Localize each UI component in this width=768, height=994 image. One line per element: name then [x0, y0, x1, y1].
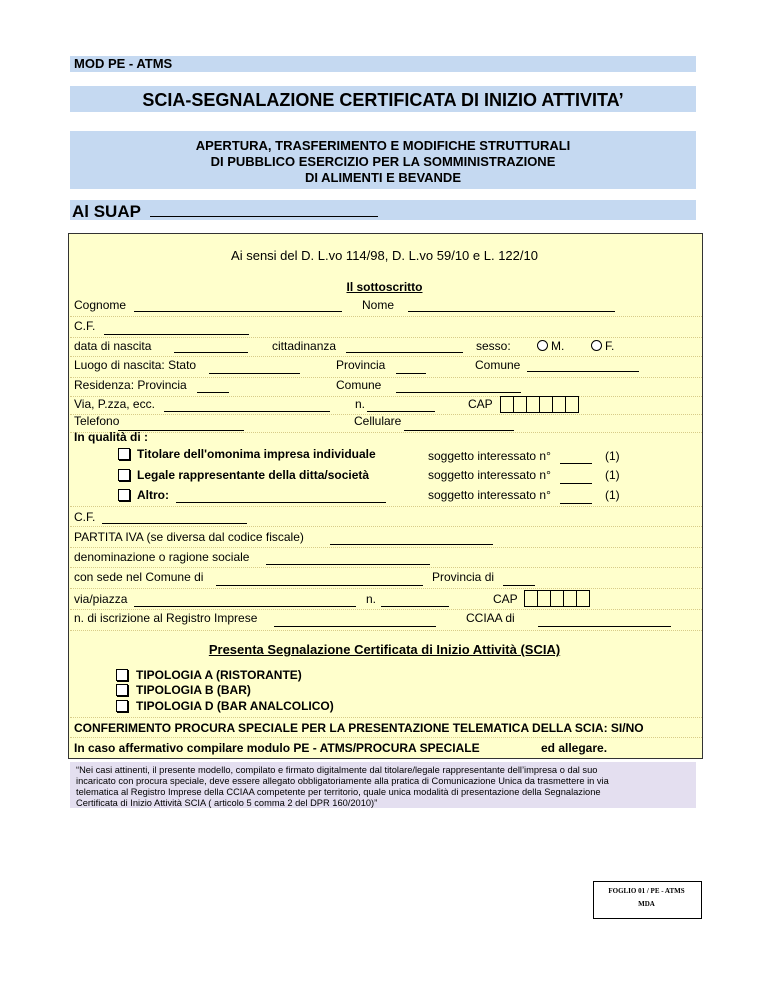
row-separator	[70, 316, 702, 317]
via-label: Via, P.zza, ecc.	[74, 397, 155, 411]
altro-field[interactable]	[176, 502, 386, 503]
residenza-comune-label: Comune	[336, 378, 382, 392]
section-title: Il sottoscritto	[346, 280, 423, 294]
provincia-nascita-field[interactable]	[396, 373, 426, 374]
row-separator	[70, 609, 702, 610]
recipient-label: Al SUAP	[72, 202, 141, 221]
comune-nascita-label: Comune	[475, 358, 521, 372]
denominazione-field[interactable]	[266, 564, 430, 565]
titolare-checkbox[interactable]	[118, 448, 130, 460]
sede-label: con sede nel Comune di	[74, 570, 204, 584]
cf-field[interactable]	[104, 334, 249, 335]
titolare-note: (1)	[605, 449, 620, 463]
procura-line-1: CONFERIMENTO PROCURA SPECIALE PER LA PRESENTAZIONE TELEMATICA DELLA SCIA: SI/NO	[74, 721, 644, 735]
provincia-di-label: Provincia di	[432, 570, 495, 584]
subtitle-line-3: DI ALIMENTI E BEVANDE	[304, 170, 461, 185]
via-piazza-label: via/piazza	[74, 592, 128, 606]
cf-label: C.F.	[74, 319, 96, 333]
registro-field[interactable]	[274, 626, 436, 627]
tipologia-d-label: TIPOLOGIA D (BAR ANALCOLICO)	[136, 699, 334, 713]
denominazione-label: denominazione o ragione sociale	[74, 550, 250, 564]
legale-note: (1)	[605, 468, 620, 482]
row-separator	[70, 337, 702, 338]
subtitle-line-1: APERTURA, TRASFERIMENTO E MODIFICHE STRUTTURALI	[195, 138, 571, 153]
subtitle-line-2: DI PUBBLICO ESERCIZIO PER LA SOMMINISTRAZIONE	[210, 154, 556, 169]
row-separator	[70, 588, 702, 589]
partita-iva-field[interactable]	[330, 544, 493, 545]
altro-soggetto-label: soggetto interessato n°	[428, 488, 551, 502]
company-numero-label: n.	[366, 592, 377, 606]
altro-note: (1)	[605, 488, 620, 502]
titolare-soggetto-label: soggetto interessato n°	[428, 449, 551, 463]
sesso-label: sesso:	[476, 339, 511, 353]
provincia-di-field[interactable]	[503, 585, 535, 586]
data-nascita-field[interactable]	[174, 352, 248, 353]
numero-field[interactable]	[367, 411, 435, 412]
footer-sheet: FOGLIO 01 / PE - ATMS	[608, 887, 685, 895]
registro-label: n. di iscrizione al Registro Imprese	[74, 611, 258, 625]
recipient-field[interactable]	[150, 216, 378, 217]
legale-rappresentante-label: Legale rappresentante della ditta/società	[137, 468, 370, 482]
row-separator	[70, 396, 702, 397]
presenta-title: Presenta Segnalazione Certificata di Inizio Attività (SCIA)	[208, 642, 561, 657]
partita-iva-label: PARTITA IVA (se diversa dal codice fiscale)	[74, 530, 304, 544]
comune-nascita-field[interactable]	[527, 371, 639, 372]
note-line-2: incaricato con procura speciale, deve essere allegato obbligatoriamente alla pratica di Comunicazione Unica da trasmettere in via	[76, 776, 609, 786]
altro-label: Altro:	[137, 488, 169, 502]
row-separator	[70, 567, 702, 568]
altro-checkbox[interactable]	[118, 489, 130, 501]
cciaa-label: CCIAA di	[466, 611, 515, 625]
sesso-f-radio[interactable]	[591, 340, 602, 351]
luogo-nascita-label: Luogo di nascita: Stato	[74, 358, 197, 372]
row-separator	[70, 737, 702, 738]
cittadinanza-label: cittadinanza	[272, 339, 337, 353]
row-separator	[70, 506, 702, 507]
cap-boxes[interactable]	[500, 396, 579, 413]
cellulare-field[interactable]	[404, 430, 514, 431]
numero-label: n.	[355, 397, 366, 411]
cognome-field[interactable]	[134, 311, 342, 312]
sesso-m-label: M.	[551, 339, 565, 353]
legale-soggetto-label: soggetto interessato n°	[428, 468, 551, 482]
row-separator	[70, 717, 702, 718]
legale-soggetto-field[interactable]	[560, 483, 592, 484]
row-separator	[70, 547, 702, 548]
sesso-f-label: F.	[605, 339, 615, 353]
row-separator	[70, 630, 702, 631]
procura-line-2b: ed allegare.	[541, 741, 608, 755]
legale-rappresentante-checkbox[interactable]	[118, 469, 130, 481]
residenza-comune-field[interactable]	[396, 392, 521, 393]
residenza-label: Residenza: Provincia	[74, 378, 187, 392]
titolare-soggetto-field[interactable]	[560, 463, 592, 464]
tipologia-b-label: TIPOLOGIA B (BAR)	[136, 683, 251, 697]
tipologia-d-checkbox[interactable]	[116, 700, 128, 712]
tipologia-a-label: TIPOLOGIA A (RISTORANTE)	[136, 668, 302, 682]
via-piazza-field[interactable]	[134, 606, 356, 607]
in-qualita-label: In qualità di :	[74, 430, 148, 444]
via-field[interactable]	[164, 411, 330, 412]
data-nascita-label: data di nascita	[74, 339, 152, 353]
note-line-4: Certificata di Inizio Attività SCIA ( articolo 5 comma 2 del DPR 160/2010)”	[76, 798, 378, 808]
tipologia-a-checkbox[interactable]	[116, 669, 128, 681]
tipologia-b-checkbox[interactable]	[116, 684, 128, 696]
cognome-label: Cognome	[74, 298, 127, 312]
company-cf-label: C.F.	[74, 510, 96, 524]
residenza-provincia-field[interactable]	[197, 392, 229, 393]
note-line-3: telematica al Registro Imprese della CCIAA competente per territorio, quale unica modalità di presentazione della Segnalazione	[76, 787, 601, 797]
row-separator	[70, 356, 702, 357]
company-cf-field[interactable]	[102, 523, 247, 524]
company-cap-boxes[interactable]	[524, 590, 590, 607]
company-cap-label: CAP	[493, 592, 518, 606]
row-separator	[70, 526, 702, 527]
telefono-label: Telefono	[74, 414, 120, 428]
provincia-nascita-label: Provincia	[336, 358, 386, 372]
cellulare-label: Cellulare	[354, 414, 402, 428]
nome-label: Nome	[362, 298, 395, 312]
note-line-1: “Nei casi attinenti, il presente modello, compilato e firmato digitalmente dal titolare/legale rappresentante dell’impresa o dal suo	[76, 765, 598, 775]
footer-code: MDA	[638, 900, 655, 908]
mod-code: MOD PE - ATMS	[74, 56, 173, 71]
cittadinanza-field[interactable]	[346, 352, 463, 353]
legal-reference: Ai sensi del D. L.vo 114/98, D. L.vo 59/10 e L. 122/10	[231, 248, 538, 263]
altro-soggetto-field[interactable]	[560, 503, 592, 504]
nome-field[interactable]	[408, 311, 615, 312]
sesso-m-radio[interactable]	[537, 340, 548, 351]
titolare-label: Titolare dell'omonima impresa individuale	[137, 447, 376, 461]
recipient-band	[70, 200, 696, 220]
stato-nascita-field[interactable]	[209, 373, 300, 374]
row-separator	[70, 432, 702, 433]
procura-line-2a: In caso affermativo compilare modulo PE - ATMS/PROCURA SPECIALE	[74, 741, 480, 755]
cciaa-field[interactable]	[538, 626, 671, 627]
company-numero-field[interactable]	[381, 606, 449, 607]
page-title: SCIA-SEGNALAZIONE CERTIFICATA DI INIZIO ATTIVITA’	[142, 90, 624, 110]
cap-label: CAP	[468, 397, 493, 411]
sede-field[interactable]	[216, 585, 423, 586]
